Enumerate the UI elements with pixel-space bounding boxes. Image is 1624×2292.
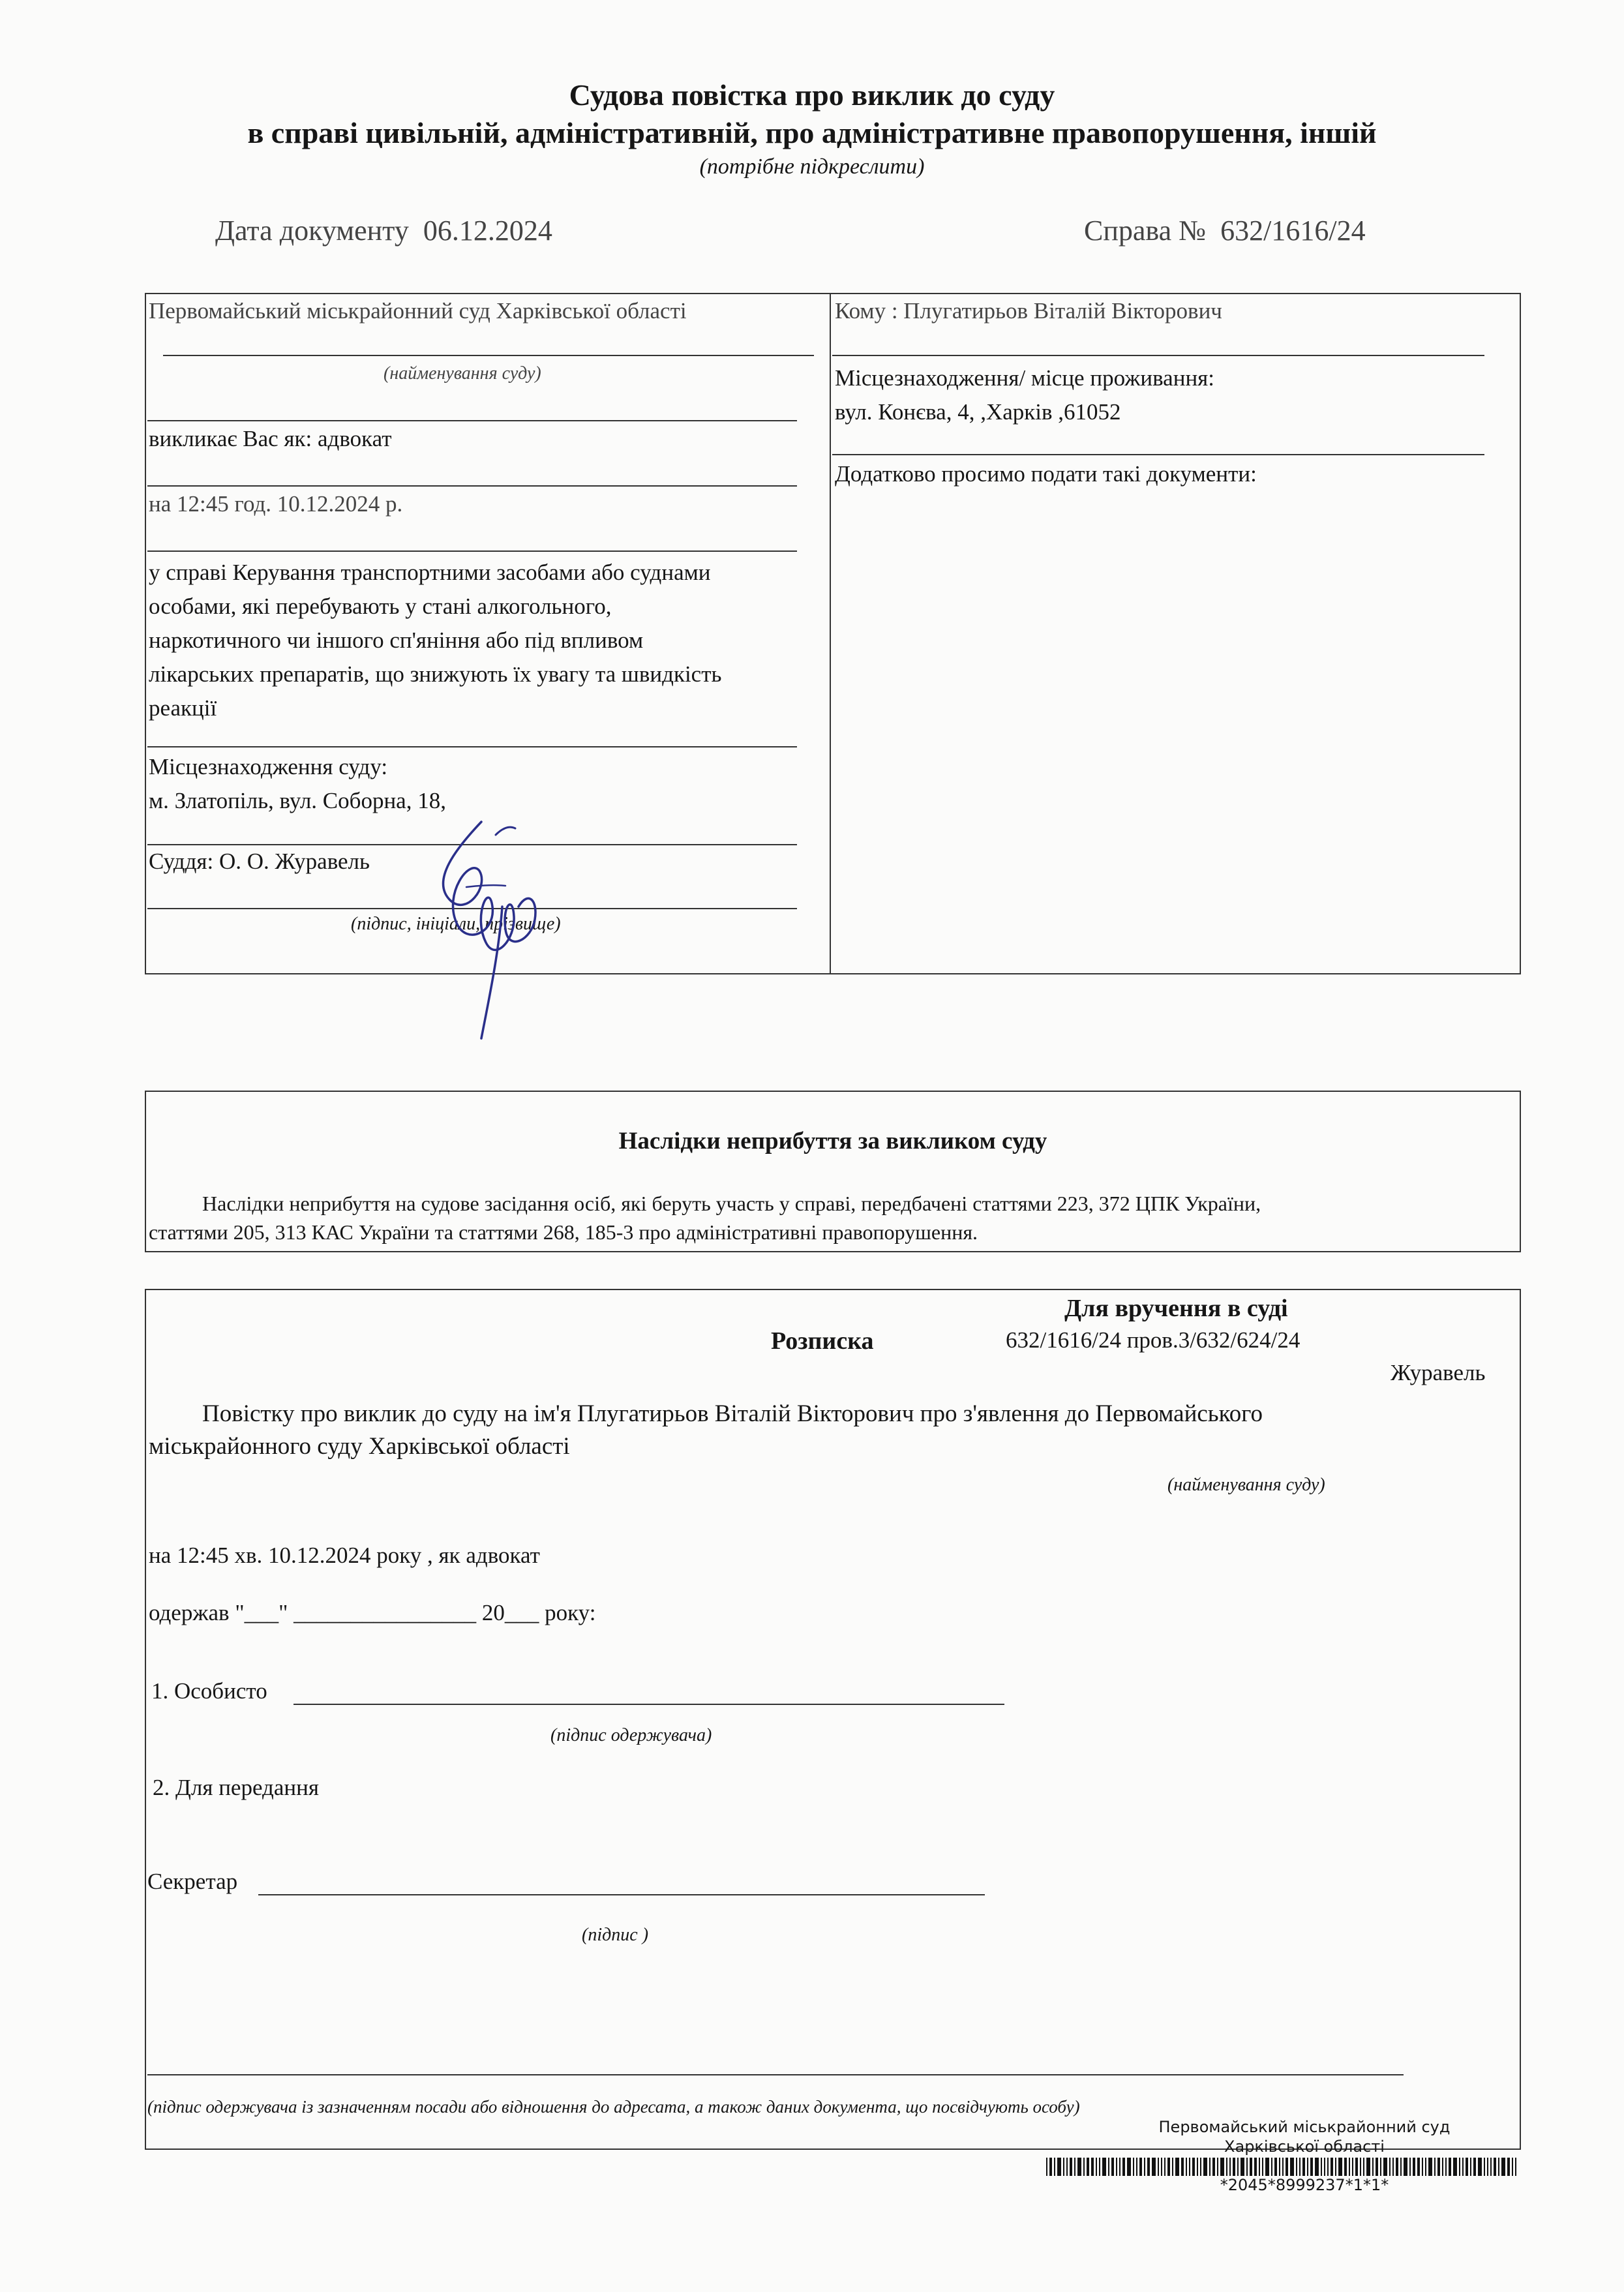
barcode-bar [1462, 2158, 1464, 2176]
stamp-line-2: Харківської області [1224, 2137, 1385, 2156]
barcode-bar [1473, 2158, 1476, 2176]
barcode-bar [1392, 2158, 1394, 2176]
document-title: Судова повістка про виклик до суду [569, 78, 1055, 112]
barcode-bar [1459, 2158, 1460, 2176]
barcode-bar [1054, 2158, 1055, 2176]
barcode-bar [1189, 2158, 1190, 2176]
barcode-bar [1512, 2158, 1513, 2176]
barcode-bar [1172, 2158, 1173, 2176]
barcode-bar [1344, 2158, 1347, 2176]
footer-signature-line [147, 2074, 1404, 2075]
barcode-bar [1355, 2158, 1358, 2176]
consequences-line-2: статтями 205, 313 КАС України та статтями 268, 185-3 про адміністративні правопорушення. [149, 1220, 978, 1244]
barcode-bar [1409, 2158, 1411, 2176]
barcode-bar [1442, 2158, 1443, 2176]
barcode-bar [1186, 2158, 1187, 2176]
barcode-bar [1331, 2158, 1333, 2176]
barcode-bar [1360, 2158, 1361, 2176]
barcode-bar [1417, 2158, 1420, 2176]
barcode-bar [1434, 2158, 1436, 2176]
barcode-bar [1396, 2158, 1398, 2176]
secretary-signature-line [258, 1894, 985, 1895]
barcode-bar [1209, 2158, 1210, 2176]
judge-name: Суддя: О. О. Журавель [149, 849, 370, 874]
secretary-label: Секретар [147, 1869, 238, 1894]
barcode-bar [1501, 2158, 1505, 2176]
barcode-bar [1383, 2158, 1387, 2176]
barcode-bar [1262, 2158, 1263, 2176]
judge-signature [404, 809, 574, 1044]
barcode-bar [1046, 2158, 1047, 2176]
barcode-bar [1161, 2158, 1162, 2176]
barcode-bar [1487, 2158, 1488, 2176]
date-value: 06.12.2024 [423, 215, 552, 247]
barcode-bar [1271, 2158, 1272, 2176]
barcode-bar [1217, 2158, 1218, 2176]
barcode-bar [1099, 2158, 1100, 2176]
barcode-bar [1220, 2158, 1224, 2176]
location-rule-top [147, 746, 797, 747]
barcode-bar [1200, 2158, 1201, 2176]
barcode-bar [1070, 2158, 1072, 2176]
barcode-bar [1116, 2158, 1117, 2176]
barcode-bar [1111, 2158, 1114, 2176]
case-label: Справа № [1084, 215, 1207, 247]
barcode-bar [1057, 2158, 1061, 2176]
barcode-bar [1144, 2158, 1145, 2176]
barcode-bar [1428, 2158, 1432, 2176]
receipt-judge-name: Журавель [1391, 1360, 1486, 1385]
barcode-bar [1175, 2158, 1179, 2176]
barcode-bar [1237, 2158, 1239, 2176]
barcode-bar [1108, 2158, 1109, 2176]
barcode-bar [1349, 2158, 1350, 2176]
document-subtitle: в справі цивільній, адміністративній, про адміністративне правопорушення, іншій [247, 116, 1377, 149]
case-subject [149, 556, 721, 725]
barcode-bar [1302, 2158, 1305, 2176]
barcode-bar [1226, 2158, 1227, 2176]
received-line: одержав "___" ________________ 20___ року: [149, 1600, 596, 1625]
barcode-bar [1077, 2158, 1081, 2176]
receipt-time-line: на 12:45 хв. 10.12.2024 року , як адвокат [149, 1543, 540, 1568]
document-date [215, 214, 552, 249]
barcode-bar [1338, 2158, 1342, 2176]
hearing-time: на 12:45 год. 10.12.2024 р. [149, 491, 403, 517]
barcode-bar [1376, 2158, 1378, 2176]
barcode-bar [1164, 2158, 1165, 2176]
barcode-bar [1127, 2158, 1131, 2176]
barcode-bar [1259, 2158, 1260, 2176]
address-value: вул. Конєва, 4, ,Харків ,61052 [835, 399, 1121, 425]
barcode-bar [1498, 2158, 1499, 2176]
barcode-bar [1299, 2158, 1301, 2176]
barcode-bar [1425, 2158, 1426, 2176]
court-location-label: Місцезнаходження суду: [149, 754, 388, 779]
recipient-rule [832, 355, 1484, 356]
for-delivery-label: Для вручення в суді [1064, 1295, 1288, 1322]
barcode-bar [1246, 2158, 1248, 2176]
barcode-bar [1087, 2158, 1089, 2176]
barcode-bar [1352, 2158, 1353, 2176]
court-location [149, 750, 446, 818]
secretary-signature-caption: (підпис ) [582, 1925, 649, 1945]
barcode-bar [1254, 2158, 1257, 2176]
recipient-address [835, 361, 1214, 429]
barcode-bar [1327, 2158, 1329, 2176]
case-subject-line: у справі Керування транспортними засобами або суднами [149, 560, 711, 585]
barcode-bar [1233, 2158, 1235, 2176]
barcode-bar [1515, 2158, 1516, 2176]
barcode-bar [1400, 2158, 1402, 2176]
barcode-bar [1083, 2158, 1085, 2176]
receipt-body-line-2: міськрайонного суду Харківської області [149, 1433, 570, 1460]
barcode-bar [1321, 2158, 1322, 2176]
barcode-bar [1404, 2158, 1407, 2176]
barcode-bar [1139, 2158, 1142, 2176]
barcode-bar [1296, 2158, 1297, 2176]
consequences-line-1: Наслідки неприбуття на судове засідання осіб, які беруть участь у справі, передбачені статтями 223, 372 ЦПК України, [202, 1192, 1261, 1215]
subject-rule-top [147, 550, 797, 552]
address-label: Місцезнаходження/ місце проживання: [835, 365, 1214, 391]
personal-label: 1. Особисто [151, 1678, 267, 1704]
address-rule [832, 454, 1484, 455]
barcode-bar [1315, 2158, 1319, 2176]
barcode-bar [1158, 2158, 1159, 2176]
documents-request: Додатково просимо подати такі документи: [835, 461, 1257, 487]
barcode-bar [1102, 2158, 1106, 2176]
barcode-bar [1167, 2158, 1170, 2176]
barcode-bar [1063, 2158, 1064, 2176]
barcode-bar [1049, 2158, 1052, 2176]
barcode-bar [1449, 2158, 1451, 2176]
case-subject-line: лікарських препаратів, що знижують їх увагу та швидкість [149, 661, 722, 687]
barcode-bar [1091, 2158, 1094, 2176]
recipient-signature-caption: (підпис одержувача) [550, 1725, 712, 1745]
barcode-bar [1119, 2158, 1120, 2176]
barcode-bar [1507, 2158, 1510, 2176]
role-rule-top [147, 420, 797, 421]
barcode-bar [1478, 2158, 1482, 2176]
signature-caption: (підпис, ініціали, прізвище) [351, 914, 561, 934]
barcode-bar [1366, 2158, 1370, 2176]
barcode [1046, 2158, 1522, 2176]
barcode-bar [1096, 2158, 1097, 2176]
date-label: Дата документу [215, 215, 409, 247]
footer-caption: (підпис одержувача із зазначенням посади або відношення до адресата, а також даних документа, що посвідчують особу) [147, 2097, 1080, 2117]
barcode-bar [1290, 2158, 1294, 2176]
barcode-bar [1203, 2158, 1207, 2176]
barcode-text: *2045*8999237*1*1* [1220, 2176, 1389, 2194]
barcode-bar [1274, 2158, 1277, 2176]
receipt-case-ref: 632/1616/24 пров.3/632/624/24 [1006, 1327, 1301, 1353]
barcode-bar [1192, 2158, 1195, 2176]
barcode-bar [1241, 2158, 1244, 2176]
barcode-bar [1466, 2158, 1468, 2176]
barcode-bar [1136, 2158, 1137, 2176]
barcode-bar [1250, 2158, 1252, 2176]
barcode-bar [1197, 2158, 1198, 2176]
barcode-bar [1212, 2158, 1215, 2176]
barcode-bar [1282, 2158, 1284, 2176]
barcode-bar [1286, 2158, 1288, 2176]
barcode-bar [1152, 2158, 1156, 2176]
barcode-bar [1133, 2158, 1134, 2176]
barcode-bar [1147, 2158, 1150, 2176]
case-value: 632/1616/24 [1220, 215, 1366, 247]
column-divider [830, 293, 831, 973]
barcode-bar [1324, 2158, 1325, 2176]
barcode-bar [1307, 2158, 1308, 2176]
barcode-bar [1279, 2158, 1280, 2176]
barcode-bar [1494, 2158, 1496, 2176]
case-number [1084, 214, 1366, 249]
stamp-line-1: Первомайський міськрайонний суд [1158, 2118, 1451, 2136]
transfer-label: 2. Для передання [153, 1775, 319, 1800]
court-name-caption: (найменування суду) [383, 363, 541, 384]
time-rule-top [147, 485, 797, 487]
court-name-rule [163, 355, 814, 356]
barcode-bar [1422, 2158, 1423, 2176]
barcode-bar [1484, 2158, 1485, 2176]
recipient-name: Кому : Плугатирьов Віталій Вікторович [835, 298, 1222, 324]
case-subject-line: реакції [149, 695, 217, 721]
barcode-bar [1310, 2158, 1313, 2176]
barcode-bar [1490, 2158, 1492, 2176]
receipt-body-line-1: Повістку про виклик до суду на ім'я Плугатирьов Віталій Вікторович про з'явлення до Первомайського [202, 1400, 1263, 1427]
case-subject-line: наркотичного чи іншого сп'яніння або під впливом [149, 627, 644, 653]
barcode-bar [1122, 2158, 1125, 2176]
barcode-bar [1445, 2158, 1447, 2176]
barcode-bar [1372, 2158, 1374, 2176]
barcode-bar [1066, 2158, 1068, 2176]
court-name: Первомайський міськрайонний суд Харківської області [149, 298, 687, 324]
barcode-bar [1437, 2158, 1440, 2176]
barcode-bar [1389, 2158, 1391, 2176]
court-location-value: м. Златопіль, вул. Соборна, 18, [149, 788, 446, 813]
barcode-bar [1380, 2158, 1381, 2176]
receipt-court-caption: (найменування суду) [1167, 1475, 1325, 1495]
court-stamp [1122, 2117, 1487, 2156]
summons-role: викликає Вас як: адвокат [149, 426, 392, 451]
barcode-bar [1181, 2158, 1184, 2176]
barcode-bar [1413, 2158, 1415, 2176]
underline-note: (потрібне підкреслити) [699, 155, 925, 179]
barcode-bar [1335, 2158, 1336, 2176]
barcode-bar [1453, 2158, 1457, 2176]
case-subject-line: особами, які перебувають у стані алкогольного, [149, 594, 612, 619]
consequences-title: Наслідки неприбуття за викликом суду [618, 1128, 1047, 1154]
barcode-bar [1363, 2158, 1364, 2176]
personal-signature-line [293, 1704, 1004, 1705]
barcode-bar [1265, 2158, 1269, 2176]
barcode-bar [1074, 2158, 1075, 2176]
barcode-bar [1470, 2158, 1471, 2176]
barcode-bar [1229, 2158, 1231, 2176]
receipt-title: Розписка [771, 1327, 874, 1355]
